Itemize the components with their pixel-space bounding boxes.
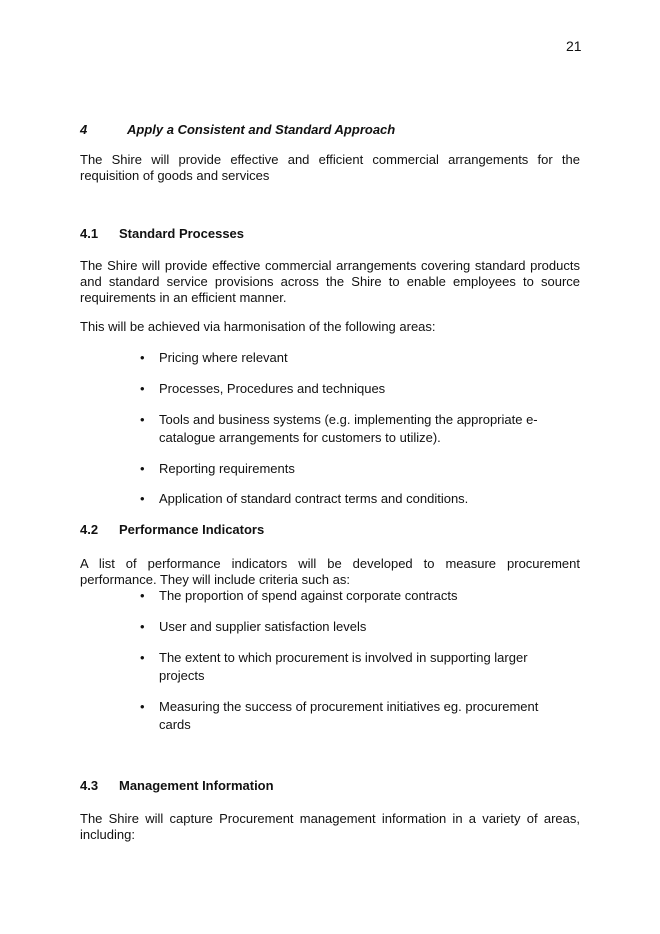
section-4-3-title: Management Information bbox=[119, 778, 274, 793]
section-4-1-paragraph: The Shire will provide effective commercial arrangements covering standard products and standard service provisions across the Shire to enable employees to source requirements in an efficient manner. bbox=[80, 258, 580, 305]
list-item: Processes, Procedures and techniques bbox=[159, 381, 386, 396]
list-item: Application of standard contract terms and conditions. bbox=[159, 491, 469, 506]
section-4-1-number: 4.1 bbox=[80, 226, 99, 241]
section-4-1-title: Standard Processes bbox=[119, 226, 245, 241]
section-4-intro: The Shire will provide effective and efficient commercial arrangements for the requisition of goods and services bbox=[80, 152, 580, 183]
section-4-2-number: 4.2 bbox=[80, 522, 99, 537]
bullet-glyph: • bbox=[140, 350, 145, 365]
bullet-glyph: • bbox=[140, 491, 145, 506]
section-4-3-number: 4.3 bbox=[80, 778, 99, 793]
section-4-3-paragraph: The Shire will capture Procurement management information in a variety of areas, including: bbox=[80, 811, 580, 842]
list-item: Measuring the success of procurement initiatives eg. procurement cards bbox=[159, 699, 539, 732]
section-4-title: Apply a Consistent and Standard Approach bbox=[127, 122, 396, 137]
section-4-1-lead-in: This will be achieved via harmonisation of the following areas: bbox=[80, 319, 436, 334]
bullet-glyph: • bbox=[140, 619, 145, 634]
bullet-glyph: • bbox=[140, 588, 145, 603]
list-item: The proportion of spend against corporate contracts bbox=[159, 588, 458, 603]
bullet-glyph: • bbox=[140, 381, 145, 396]
list-item: Pricing where relevant bbox=[159, 350, 288, 365]
page-number: 21 bbox=[566, 38, 582, 54]
bullet-glyph: • bbox=[140, 699, 145, 714]
section-4-number: 4 bbox=[80, 122, 88, 137]
list-item: The extent to which procurement is involved in supporting larger projects bbox=[159, 650, 528, 683]
list-item: User and supplier satisfaction levels bbox=[159, 619, 367, 634]
list-item: Tools and business systems (e.g. implementing the appropriate e-catalogue arrangements for customers to utilize). bbox=[159, 412, 538, 445]
bullet-glyph: • bbox=[140, 412, 145, 427]
section-4-2-paragraph: A list of performance indicators will be developed to measure procurement performance. They will include criteria such as: bbox=[80, 556, 580, 587]
list-item: Reporting requirements bbox=[159, 461, 295, 476]
bullet-glyph: • bbox=[140, 650, 145, 665]
section-4-2-title: Performance Indicators bbox=[119, 522, 265, 537]
bullet-glyph: • bbox=[140, 461, 145, 476]
